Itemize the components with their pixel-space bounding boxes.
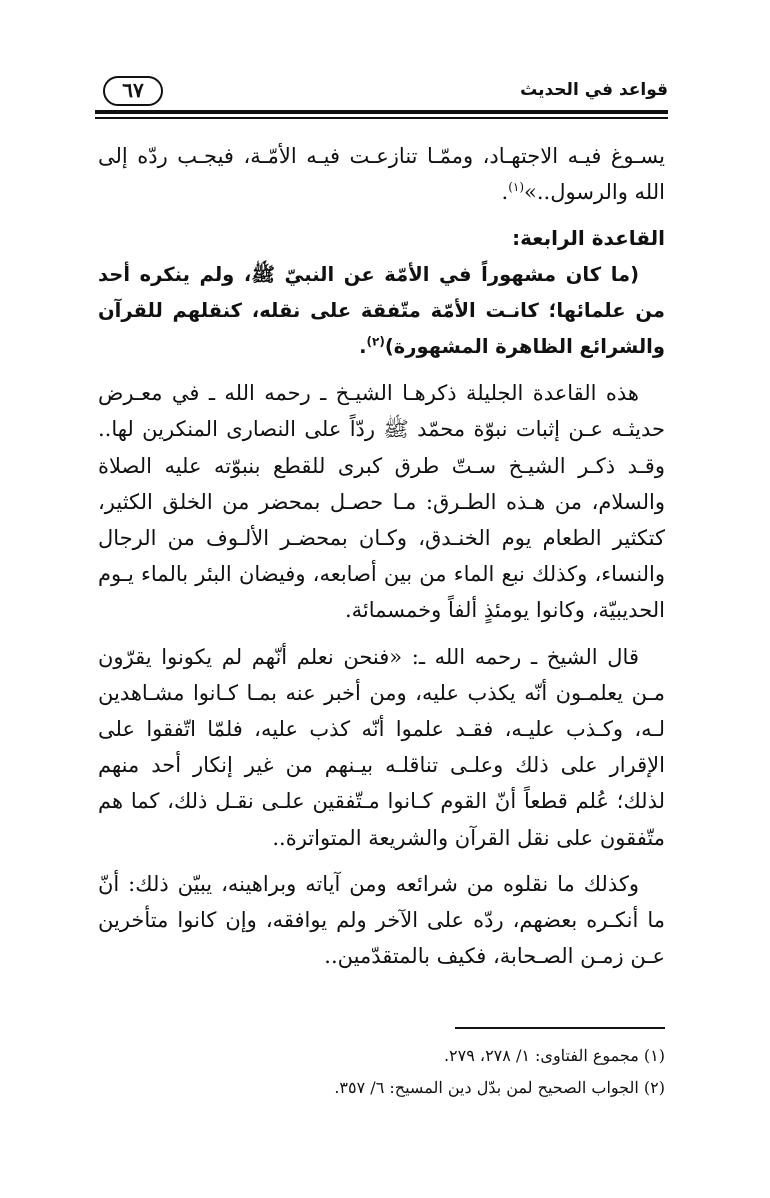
paragraph-text: يسـوغ فيـه الاجتهـاد، وممّـا تنازعـت فيـه الأمّـة، فيجـب ردّه إلى الله والرسول..» xyxy=(98,144,665,205)
header-rule-thin xyxy=(95,117,668,119)
rule-statement-text: (ما كان مشهوراً في الأمّة عن النبيّ ﷺ، ولم ينكره أحد من علمائها؛ كانـت الأمّة متّفقة على نقله، كنقلهم للقرآن والشرائع الظاهرة المشهورة) xyxy=(98,262,665,359)
header-rule-thick xyxy=(95,110,668,114)
running-title: قواعد في الحديث xyxy=(520,80,668,100)
punctuation: . xyxy=(359,335,367,359)
paragraph: وكذلك ما نقلوه من شرائعه ومن آياته وبراهينه، يبيّن ذلك: أنّ ما أنكـره بعضهم، ردّه على الآخر ولم يوافقه، وإن كانوا متأخرين عـن زمـن الصـحابة، فكيف بالمتقدّمين.. xyxy=(98,871,665,969)
footnote-separator xyxy=(455,1027,665,1029)
page-number: ٦٧ xyxy=(103,76,163,106)
section-heading: القاعدة الرابعة: xyxy=(512,226,665,251)
footnote-ref-1[interactable]: (١) xyxy=(508,180,525,195)
paragraph: هذه القاعدة الجليلة ذكرهـا الشيـخ ـ رحمه الله ـ في معـرض حديثـه عـن إثبات نبوّة محمّد ﷺ ردّاً على النصارى المنكرين لها.. وقـد ذكـر الشيـخ سـتّ طرق كبرى للقطع بنبوّته عليه الصلاة والسلام، من هـذه الطـرق: مـا حصـل بمحضر من الخلق الكثير، كتكثير الطعام يوم الخنـدق، وكـان بمحضـر الألـوف من الرجال والنساء، وكذلك نبع الماء من بين أصابعه، وفيضان البئر بالماء يـوم الحديبيّة، وكانوا يومئذٍ ألفاً وخمسمائة. xyxy=(98,381,665,623)
footnotes xyxy=(260,1040,665,1104)
paragraph: قال الشيخ ـ رحمه الله ـ: «فنحن نعلم أنّهم لم يكونوا يقرّون مـن يعلمـون أنّه يكذب عليه، ومن أخبر عنه بمـا كـانوا مشـاهدين لـه، وكـذب عليـه، فقـد علموا أنّه كذب عليه، فلمّا اتّفقوا على الإقرار على ذلك وعلـى تناقلـه بيـنهم من غير إنكار أحد منهم لذلك؛ عُلم قطعاً أنّ القوم كـانوا مـتّفقين علـى نقـل ذلك، كما هم متّفقون على نقل القرآن والشريعة المتواترة.. xyxy=(98,644,665,850)
main-text xyxy=(98,138,665,974)
punctuation: . xyxy=(501,180,509,205)
footnote-ref-2[interactable]: (٢) xyxy=(366,334,385,349)
page-header xyxy=(95,72,668,108)
paragraph-continuation xyxy=(98,138,665,210)
rule-statement xyxy=(98,257,665,366)
footnote-2: (٢) الجواب الصحيح لمن بدّل دين المسيح: ٦/ ٣٥٧. xyxy=(334,1078,665,1097)
footnote-1: (١) مجموع الفتاوى: ١/ ٢٧٨، ٢٧٩. xyxy=(443,1046,665,1065)
